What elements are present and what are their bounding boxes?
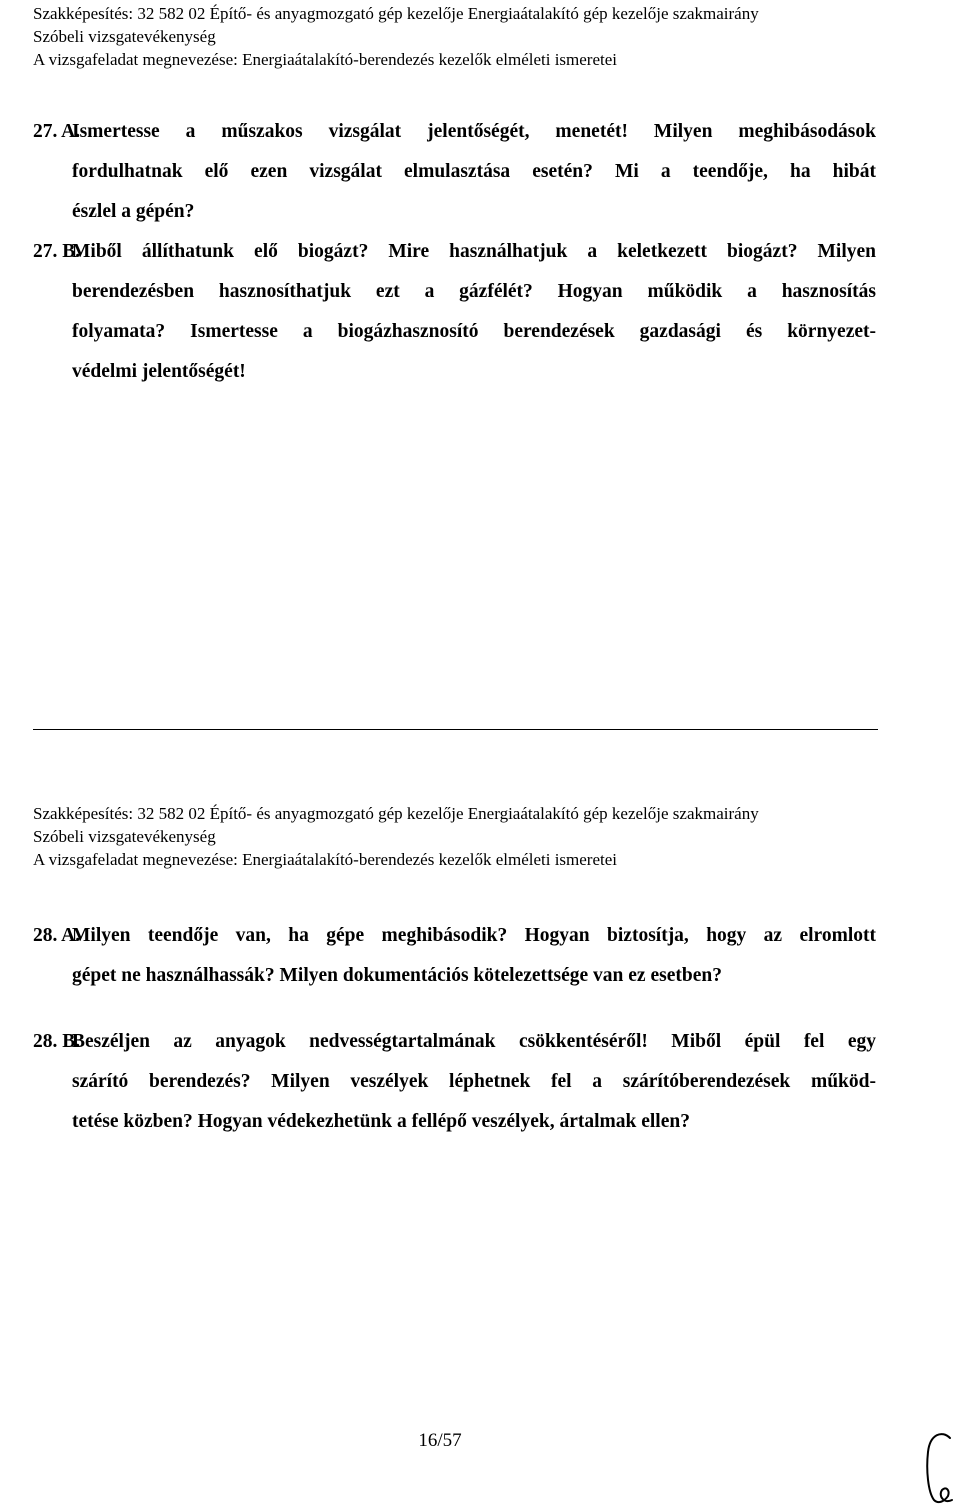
question-line: Beszéljen az anyagok nedvességtartalmának csökkentéséről! Miből épül fel egy (72, 1031, 876, 1052)
question-line: Ismertesse a műszakos vizsgálat jelentőségét, menetét! Milyen meghibásodások (72, 121, 876, 142)
question-27b (33, 232, 876, 392)
question-line: gépet ne használhassák? Milyen dokumentációs kötelezettsége van ez esetben? (72, 965, 722, 986)
question-28b (33, 1022, 876, 1142)
question-label: 28. B. (33, 1031, 81, 1052)
question-line: tetése közben? Hogyan védekezhetünk a fellépő veszélyek, ártalmak ellen? (72, 1111, 690, 1132)
question-line: észlel a gépén? (72, 201, 195, 222)
page-number: 16/57 (418, 1430, 462, 1451)
header-task-name: A vizsgafeladat megnevezése: Energiaátalakító-berendezés kezelők elméleti ismeretei (33, 850, 618, 869)
header-task-name: A vizsgafeladat megnevezése: Energiaátalakító-berendezés kezelők elméleti ismeretei (33, 50, 618, 69)
question-line: Milyen teendője van, ha gépe meghibásodik? Hogyan biztosítja, hogy az elromlott (72, 925, 876, 946)
question-line: berendezésben hasznosíthatjuk ezt a gázfélét? Hogyan működik a hasznosítás (72, 281, 876, 302)
question-28a (33, 916, 876, 996)
question-line: szárító berendezés? Milyen veszélyek léphetnek fel a szárítóberendezések működ- (72, 1071, 876, 1092)
header-exam-type: Szóbeli vizsgatevékenység (33, 827, 216, 846)
header-qualification: Szakképesítés: 32 582 02 Építő- és anyagmozgató gép kezelője Energiaátalakító gép kezelője szakmairány (33, 804, 759, 823)
question-line: védelmi jelentőségét! (72, 361, 246, 382)
question-line: Miből állíthatunk elő biogázt? Mire használhatjuk a keletkezett biogázt? Milyen (72, 241, 876, 262)
question-label: 27. B. (33, 241, 81, 262)
page-header-bottom (33, 802, 759, 871)
page-separator (33, 729, 878, 730)
question-27a (33, 112, 876, 232)
signature-icon (920, 1430, 956, 1506)
question-label: 28. A. (33, 925, 81, 946)
question-line: fordulhatnak elő ezen vizsgálat elmulasztása esetén? Mi a teendője, ha hibát (72, 161, 876, 182)
header-qualification: Szakképesítés: 32 582 02 Építő- és anyagmozgató gép kezelője Energiaátalakító gép kezelője szakmairány (33, 4, 759, 23)
question-line: folyamata? Ismertesse a biogázhasznosító berendezések gazdasági és környezet- (72, 321, 876, 342)
page-header-top (33, 2, 759, 71)
header-exam-type: Szóbeli vizsgatevékenység (33, 27, 216, 46)
question-label: 27. A. (33, 121, 81, 142)
